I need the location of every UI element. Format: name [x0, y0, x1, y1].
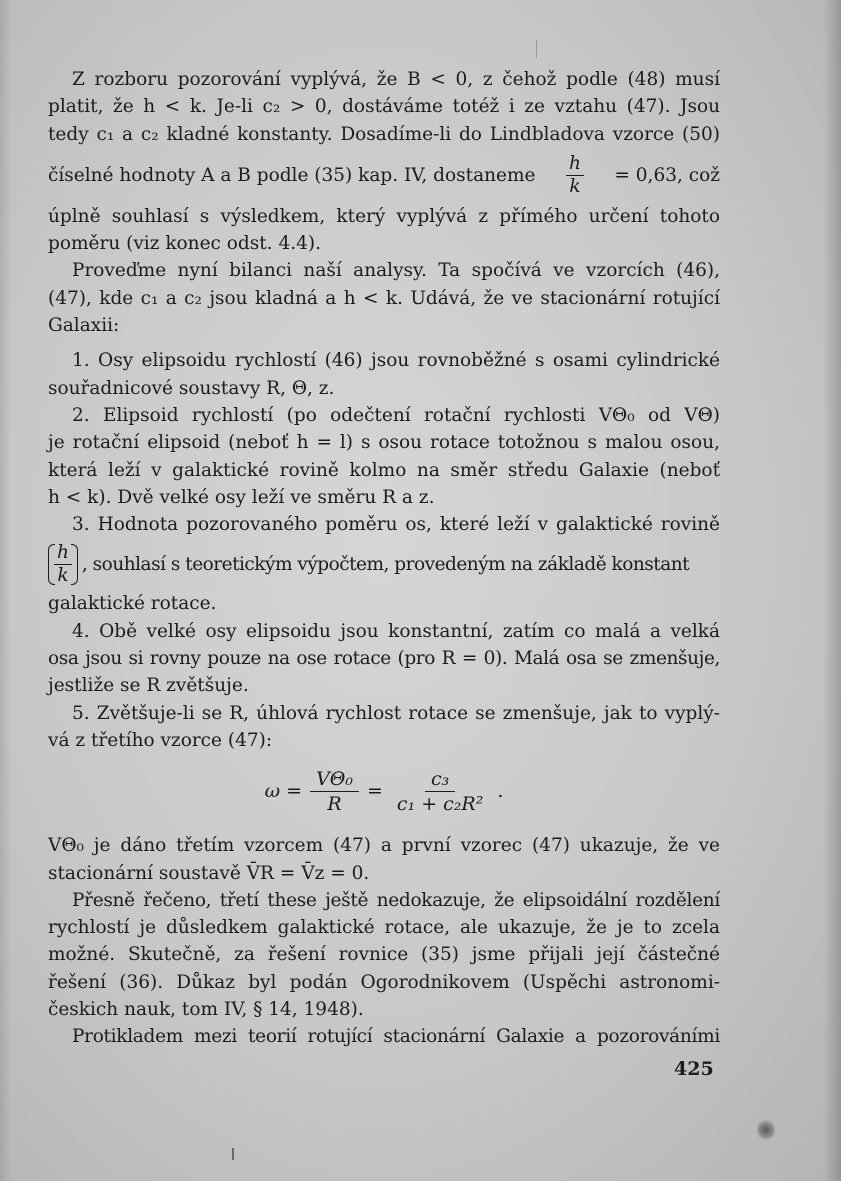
fraction-numerator: h	[54, 542, 72, 565]
scan-blemish	[232, 1148, 234, 1160]
text-line: Galaxii:	[48, 315, 120, 337]
text-line: řešení (36). Důkaz byl podán Ogorodnikovem (Uspěchi astronomi-	[48, 971, 720, 993]
page-shadow-left	[0, 0, 12, 1181]
text-line: souřadnicové soustavy R, Θ, z.	[48, 377, 335, 399]
text-line: (47), kde c₁ a c₂ jsou kladná a h < k. Udává, že ve stacionární rotující	[48, 287, 720, 309]
display-formula	[48, 760, 720, 822]
formula-fraction-1	[310, 767, 359, 816]
paren-fraction-line	[48, 538, 720, 590]
fraction-denominator: R	[327, 792, 342, 815]
ratio-line	[48, 148, 720, 203]
list-item-3	[48, 511, 720, 538]
list-item-2	[48, 402, 720, 511]
text-line: možné. Skutečně, za řešení rovnice (35) jsme přijali její částečné	[48, 944, 720, 966]
paragraph-1-continued	[48, 203, 720, 258]
scan-blemish	[536, 40, 537, 58]
text-line: která leží v galaktické rovině kolmo na směr středu Galaxie (neboť	[48, 459, 720, 481]
text-line: 1. Osy elipsoidu rychlostí (46) jsou rovnoběžné s osami cylindrické	[72, 350, 720, 372]
text-line: rychlostí je důsledkem galaktické rotace, ale ukazuje, že je to zcela	[48, 917, 720, 939]
formula-equals: =	[366, 779, 383, 802]
paren-fraction	[48, 542, 78, 587]
text-fragment: , souhlasí s teoretickým výpočtem, provedeným na základě konstant	[81, 553, 690, 575]
list-item-5	[48, 700, 720, 755]
text-line: osa jsou si rovny pouze na ose rotace (pro R = 0). Malá osa se zmenšuje,	[48, 648, 720, 670]
text-line: h < k). Dvě velké osy leží ve směru R a z.	[48, 486, 435, 508]
fraction-numerator: h	[566, 153, 584, 176]
text-line: českich nauk, tom IV, § 14, 1948).	[48, 999, 364, 1021]
text-line: stacionární soustavě V̄R = V̄z = 0.	[48, 862, 370, 884]
text-line: 4. Obě velké osy elipsoidu jsou konstantní, zatím co malá a velká	[72, 620, 720, 642]
page-shadow-right	[823, 0, 841, 1181]
text-line: Protikladem mezi teorií rotující stacionární Galaxie a pozorováními	[72, 1026, 720, 1048]
text-line: je rotační elipsoid (neboť h = l) s osou rotace totožnou s malou osou,	[48, 432, 720, 454]
text-line: 3. Hodnota pozorovaného poměru os, které leží v galaktické rovině	[72, 514, 720, 536]
text-line: Z rozboru pozorování vyplývá, že B < 0, z čehož podle (48) musí	[72, 69, 720, 90]
paragraph-8	[48, 832, 720, 887]
fraction-denominator: c₁ + c₂R²	[396, 792, 484, 815]
paragraph-10	[48, 1023, 720, 1050]
text-line: 5. Zvětšuje-li se R, úhlová rychlost rotace se zmenšuje, jak to vyplý-	[72, 702, 720, 724]
formula-period: .	[497, 779, 504, 802]
paragraph-9	[48, 887, 720, 1023]
fraction-numerator: c₃	[425, 767, 455, 792]
list-item-1	[48, 347, 720, 402]
paragraph-2	[48, 257, 720, 339]
fraction-denominator: k	[569, 175, 581, 197]
text-line: Přesně řečeno, třetí these ještě nedokazuje, že elipsoidální rozdělení	[72, 889, 720, 911]
text-line: platit, že h < k. Je-li c₂ > 0, dostáváme totéž i ze vztahu (47). Jsou	[48, 96, 720, 118]
text-line: poměru (viz konec odst. 4.4).	[48, 233, 321, 255]
text-fragment: = 0,63, což	[614, 164, 720, 186]
paragraph-1	[48, 66, 720, 148]
scan-blemish	[757, 1118, 775, 1142]
text-line: galaktické rotace.	[48, 593, 217, 615]
text-line: úplně souhlasí s výsledkem, který vyplývá z přímého určení tohoto	[48, 205, 720, 227]
formula-lhs: ω =	[264, 779, 303, 802]
body-text	[48, 66, 720, 1051]
formula-fraction-2	[391, 767, 489, 816]
text-line: 2. Elipsoid rychlostí (po odečtení rotační rychlosti VΘ₀ od VΘ)	[72, 404, 720, 426]
text-line: jestliže se R zvětšuje.	[48, 675, 249, 697]
page-number: 425	[674, 1058, 714, 1080]
text-line: vá z třetího vzorce (47):	[48, 729, 273, 751]
ratio-fraction	[566, 153, 584, 198]
text-line: VΘ₀ je dáno třetím vzorcem (47) a první vzorec (47) ukazuje, že ve	[48, 835, 720, 857]
paren-fraction-body	[54, 542, 72, 587]
fraction-denominator: k	[57, 564, 69, 586]
text-fragment: číselné hodnoty A a B podle (35) kap. IV, dostaneme	[48, 164, 536, 186]
text-line: Proveďme nyní bilanci naší analysy. Ta spočívá ve vzorcích (46),	[72, 260, 720, 282]
list-item-4	[48, 618, 720, 700]
fraction-numerator: VΘ₀	[310, 767, 359, 792]
list-item-3-end	[48, 590, 720, 617]
text-line: tedy c₁ a c₂ kladné konstanty. Dosadíme-li do Lindbladova vzorce (50)	[48, 123, 720, 145]
